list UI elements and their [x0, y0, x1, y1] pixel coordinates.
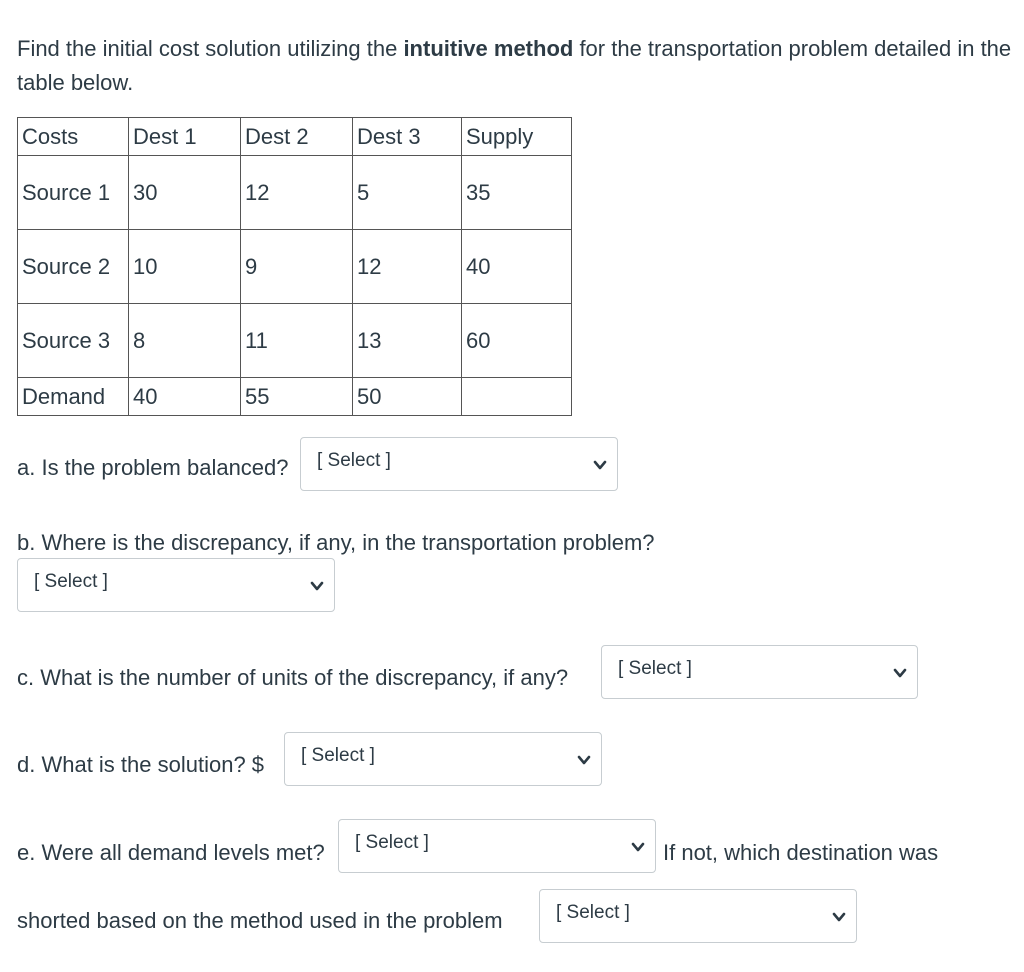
question-b-text: b. Where is the discrepancy, if any, in the transportation problem? — [17, 530, 655, 555]
table-row — [18, 230, 572, 304]
question-a-select-value: [ Select ] — [317, 450, 391, 471]
question-e-followup-text: If not, which destination was — [663, 840, 939, 865]
chevron-down-icon — [832, 910, 846, 924]
question-a-text: a. Is the problem balanced? — [17, 455, 289, 480]
question-e-destination-select-value: [ Select ] — [556, 902, 630, 923]
question-d-select-value: [ Select ] — [301, 745, 375, 766]
question-e-text: e. Were all demand levels met? — [17, 840, 325, 865]
table-row — [18, 156, 572, 230]
question-d-select[interactable] — [284, 732, 602, 786]
table-cell: 35 — [462, 156, 572, 230]
table-cell: 8 — [129, 304, 241, 378]
table-header-cell: Dest 1 — [129, 118, 241, 156]
table-cell: 60 — [462, 304, 572, 378]
table-cell: 40 — [129, 378, 241, 416]
question-e-destination-select[interactable] — [539, 889, 857, 943]
problem-statement — [17, 32, 1017, 100]
question-e-followup-line2: shorted based on the method used in the problem — [17, 908, 503, 933]
chevron-down-icon — [310, 579, 324, 593]
table-header-cell: Dest 2 — [241, 118, 353, 156]
question-e-select-value: [ Select ] — [355, 832, 429, 853]
table-cell: 30 — [129, 156, 241, 230]
table-cell: 12 — [241, 156, 353, 230]
question-a-select[interactable] — [300, 437, 618, 491]
table-header-cell: Supply — [462, 118, 572, 156]
intro-text: Find the initial cost solution utilizing the — [17, 36, 404, 61]
intro-text-end: for the transportation problem detailed in the table below. — [17, 36, 1012, 95]
question-c-select[interactable] — [601, 645, 918, 699]
table-row — [18, 378, 572, 416]
table-cell: 13 — [353, 304, 462, 378]
table-cell: Source 2 — [18, 230, 129, 304]
table-cell: 55 — [241, 378, 353, 416]
question-e-select[interactable] — [338, 819, 656, 873]
table-header-row — [18, 118, 572, 156]
table-cell: 40 — [462, 230, 572, 304]
table-cell: 50 — [353, 378, 462, 416]
table-cell: 9 — [241, 230, 353, 304]
table-cell: Demand — [18, 378, 129, 416]
table-cell: 12 — [353, 230, 462, 304]
table-cell: Source 3 — [18, 304, 129, 378]
cost-table — [17, 117, 572, 416]
table-cell: 5 — [353, 156, 462, 230]
table-cell: 11 — [241, 304, 353, 378]
question-c-select-value: [ Select ] — [618, 658, 692, 679]
table-cell — [462, 378, 572, 416]
table-cell: 10 — [129, 230, 241, 304]
table-header-cell: Costs — [18, 118, 129, 156]
chevron-down-icon — [593, 458, 607, 472]
question-d-text: d. What is the solution? $ — [17, 752, 265, 777]
table-cell: Source 1 — [18, 156, 129, 230]
table-header-cell: Dest 3 — [353, 118, 462, 156]
table-row — [18, 304, 572, 378]
chevron-down-icon — [631, 840, 645, 854]
question-b-select[interactable] — [17, 558, 335, 612]
intro-bold-method: intuitive method — [403, 36, 574, 61]
chevron-down-icon — [893, 666, 907, 680]
question-c-text: c. What is the number of units of the discrepancy, if any? — [17, 665, 569, 690]
chevron-down-icon — [577, 753, 591, 767]
question-b-select-value: [ Select ] — [34, 571, 108, 592]
